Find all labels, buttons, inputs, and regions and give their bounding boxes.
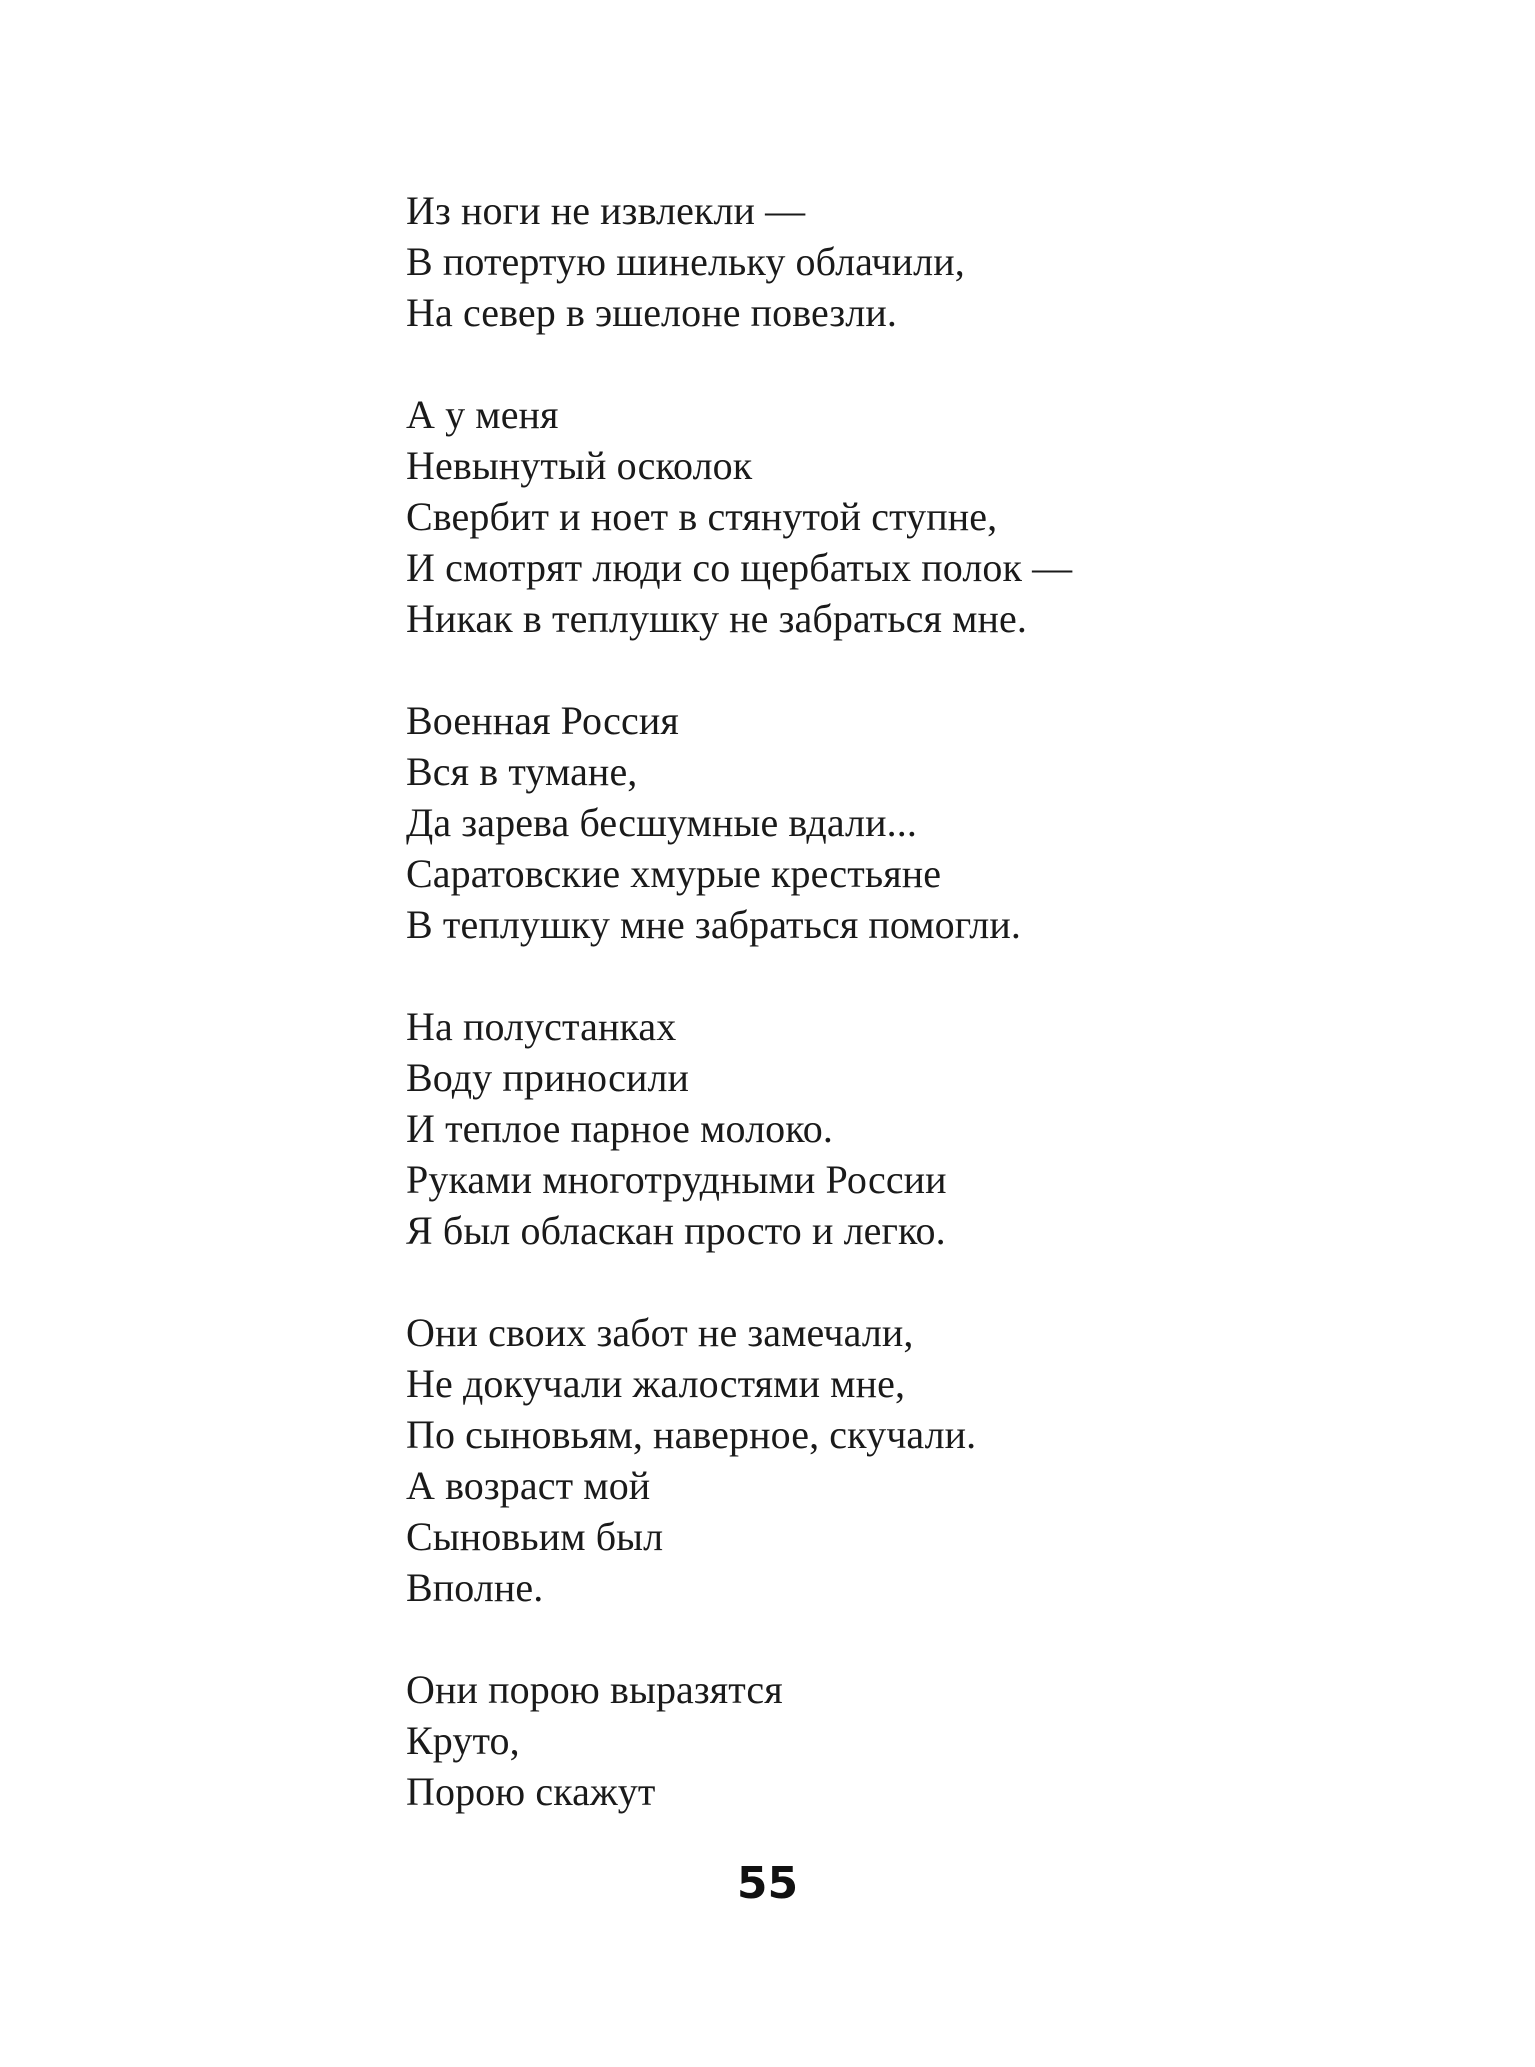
poem-line: Из ноги не извлекли — bbox=[406, 188, 806, 233]
poem-line: А у меня bbox=[406, 392, 559, 437]
poem-line: Сыновьим был bbox=[406, 1514, 664, 1559]
stanza bbox=[406, 695, 1406, 950]
poem-line: Воду приносили bbox=[406, 1055, 690, 1100]
poem-line: На север в эшелоне повезли. bbox=[406, 290, 897, 335]
poem-line: Порою скажут bbox=[406, 1769, 656, 1814]
stanza bbox=[406, 389, 1406, 644]
poem-line: Вся в тумане, bbox=[406, 749, 638, 794]
poem-line: А возраст мой bbox=[406, 1463, 651, 1508]
poem-text bbox=[406, 185, 1406, 1817]
poem-line: Они порою выразятся bbox=[406, 1667, 783, 1712]
poem-line: Руками многотрудными России bbox=[406, 1157, 947, 1202]
poem-line: Вполне. bbox=[406, 1565, 544, 1610]
poem-line: Круто, bbox=[406, 1718, 520, 1763]
poem-line: И теплое парное молоко. bbox=[406, 1106, 833, 1151]
poem-line: По сыновьям, наверное, скучали. bbox=[406, 1412, 977, 1457]
poem-line: Не докучали жалостями мне, bbox=[406, 1361, 906, 1406]
stanza bbox=[406, 1664, 1406, 1817]
poem-line: На полустанках bbox=[406, 1004, 677, 1049]
poem-line: И смотрят люди со щербатых полок — bbox=[406, 545, 1073, 590]
poem-line: В потертую шинельку облачили, bbox=[406, 239, 965, 284]
poem-line: В теплушку мне забраться помогли. bbox=[406, 902, 1021, 947]
poem-line: Никак в теплушку не забраться мне. bbox=[406, 596, 1027, 641]
poem-line: Саратовские хмурые крестьяне bbox=[406, 851, 942, 896]
stanza bbox=[406, 1307, 1406, 1613]
poem-line: Свербит и ноет в стянутой ступне, bbox=[406, 494, 998, 539]
poem-line: Военная Россия bbox=[406, 698, 679, 743]
poem-line: Они своих забот не замечали, bbox=[406, 1310, 914, 1355]
poem-line: Да зарева бесшумные вдали... bbox=[406, 800, 917, 845]
page-number: 55 bbox=[736, 1858, 799, 1909]
stanza bbox=[406, 1001, 1406, 1256]
poem-line: Невынутый осколок bbox=[406, 443, 753, 488]
poem-line: Я был обласкан просто и легко. bbox=[406, 1208, 946, 1253]
stanza bbox=[406, 185, 1406, 338]
